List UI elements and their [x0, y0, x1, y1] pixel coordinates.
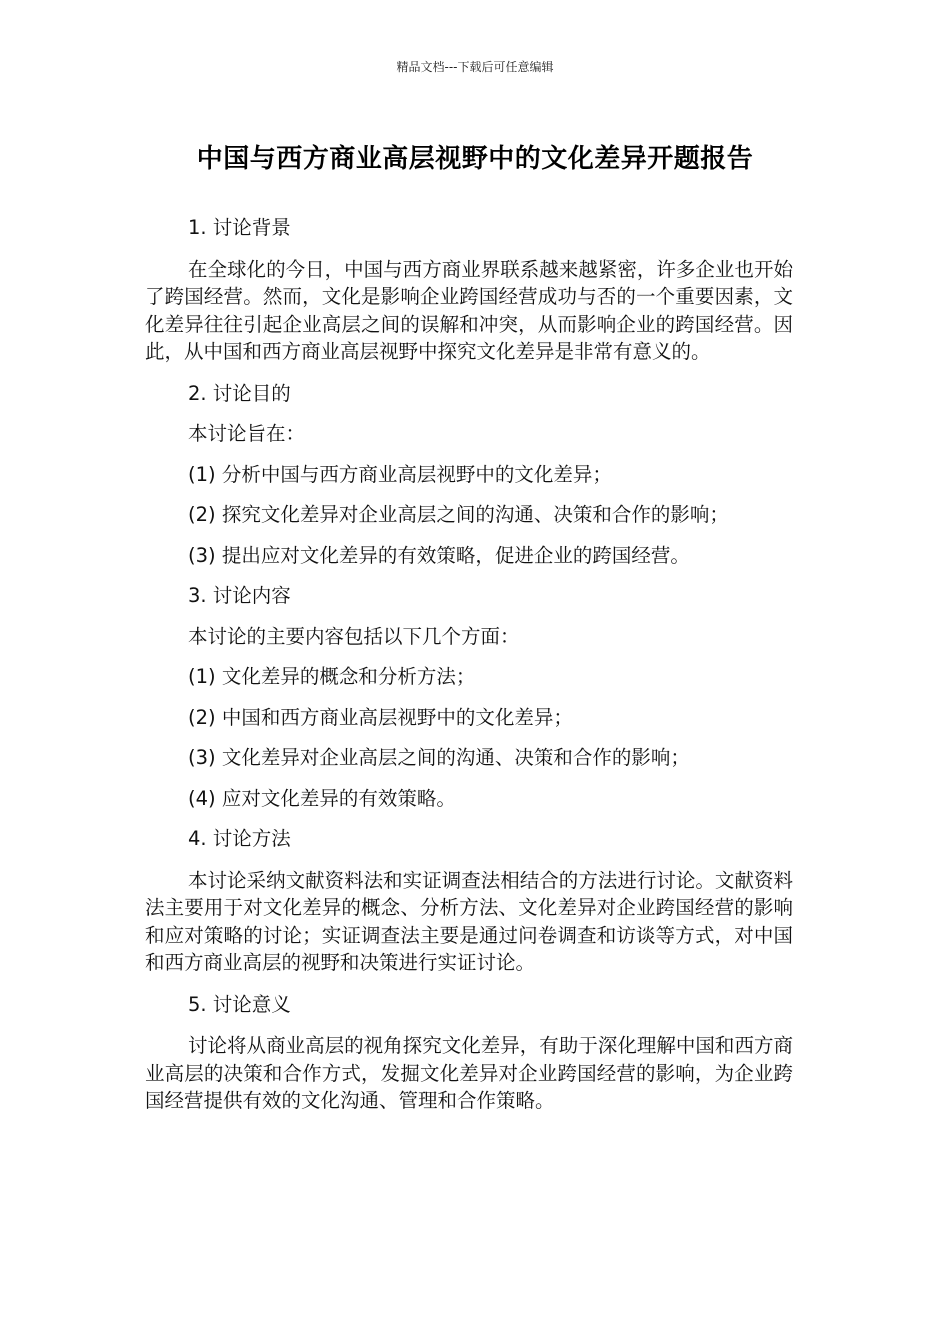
section-paragraph-significance: 讨论将从商业高层的视角探究文化差异，有助于深化理解中国和西方商业高层的决策和合作方式，发掘文化差异对企业跨国经营的影响，为企业跨国经营提供有效的文化沟通、管理和合作策略。: [145, 1034, 793, 1112]
content-item: (4) 应对文化差异的有效策略。: [188, 786, 456, 810]
header-note: 精品文档---下载后可任意编辑: [396, 60, 554, 74]
section-heading-purpose: 2. 讨论目的: [188, 381, 291, 405]
document-title: 中国与西方商业高层视野中的文化差异开题报告: [196, 144, 754, 174]
document-body: [145, 214, 793, 1115]
section-intro-purpose: 本讨论旨在：: [188, 422, 306, 445]
section-heading-content: 3. 讨论内容: [188, 584, 291, 607]
content-item: (3) 文化差异对企业高层之间的沟通、决策和合作的影响；: [188, 746, 690, 769]
purpose-item: (2) 探究文化差异对企业高层之间的沟通、决策和合作的影响；: [188, 503, 729, 526]
section-heading-method: 4. 讨论方法: [188, 827, 291, 850]
section-paragraph-background: 在全球化的今日，中国与西方商业界联系越来越紧密，许多企业也开始了跨国经营。然而，文化是影响企业跨国经营成功与否的一个重要因素，文化差异往往引起企业高层之间的误解和冲突，从而影响企业的跨国经营。因此，从中国和西方商业高层视野中探究文化差异是非常有意义的。: [145, 257, 793, 363]
section-heading-background: 1. 讨论背景: [188, 216, 291, 239]
section-intro-content: 本讨论的主要内容包括以下几个方面：: [188, 624, 520, 648]
section-heading-significance: 5. 讨论意义: [188, 992, 291, 1016]
purpose-item: (3) 提出应对文化差异的有效策略，促进企业的跨国经营。: [188, 543, 690, 567]
section-paragraph-method: 本讨论采纳文献资料法和实证调查法相结合的方法进行讨论。文献资料法主要用于对文化差异的概念、分析方法、文化差异对企业跨国经营的影响和应对策略的讨论；实证调查法主要是通过问卷调查和访谈等方式，对中国和西方商业高层的视野和决策进行实证讨论。: [145, 868, 793, 974]
content-item: (1) 文化差异的概念和分析方法；: [188, 665, 476, 688]
purpose-item: (1) 分析中国与西方商业高层视野中的文化差异；: [188, 462, 612, 486]
content-item: (2) 中国和西方商业高层视野中的文化差异；: [188, 705, 573, 729]
